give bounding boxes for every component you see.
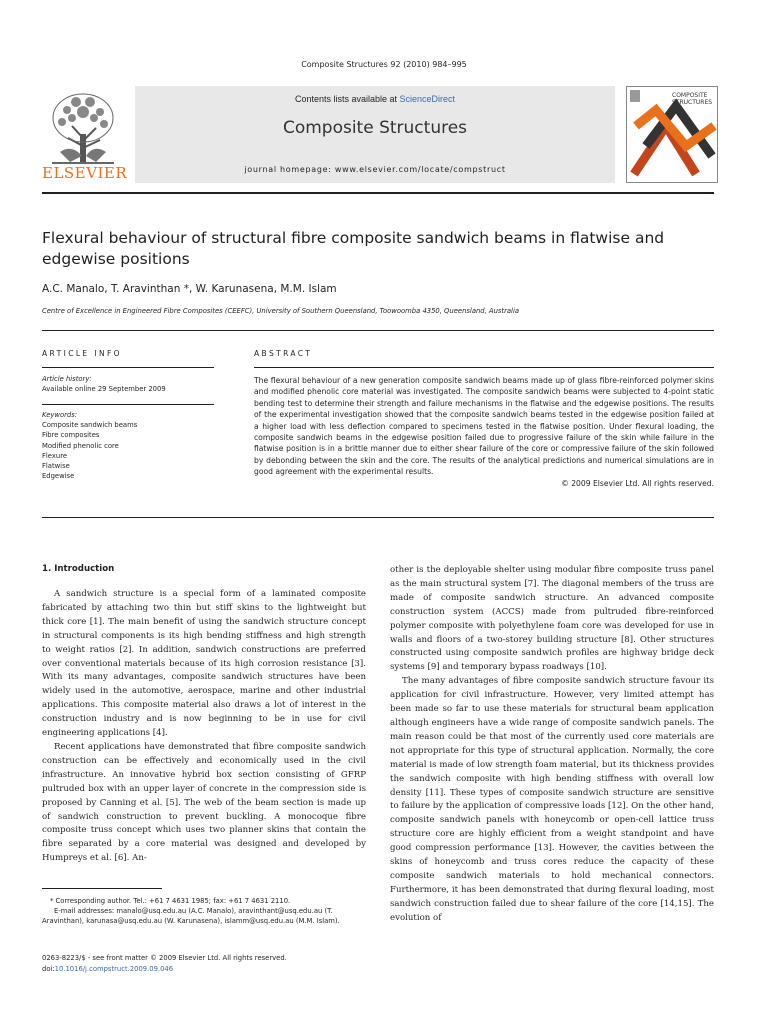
contents-prefix: Contents lists available at [294,94,400,104]
keyword-item: Edgewise [42,472,75,481]
section-heading-introduction: 1. Introduction [42,564,115,574]
article-info-heading: ARTICLE INFO [42,349,122,358]
keyword-item: Modified phenolic core [42,441,119,450]
front-matter [42,953,366,974]
footnote-rule [42,888,162,889]
keyword-item: Fibre composites [42,431,100,440]
contents-line [135,94,615,104]
right-column [390,564,714,926]
abstract-body [254,375,714,489]
keyword-item: Composite sandwich beams [42,421,138,430]
doi-line [42,964,366,975]
abstract-text: The flexural behaviour of a new generation composite sandwich beams made up of glass fibre-reinforced polymer skins and modified phenolic core material was investigated. The composite sandwich beams were subjected to 4-point static bending test to determine their strength and failure mechanisms in the flatwise and the edgewise positions. The results of the experimental investigation showed that the composite sandwich beams tested in the edgewise position failed at a higher load with less deflection compared to specimens tested in the flatwise position. Under flexural loading, the composite sandwich beams in the edgewise position failed due to progressive failure of the skin while failure in the flatwise position is in a brittle manner due to either shear failure of the core or compressive failure of the skin followed by debonding between the skin and the core. The results of the analytical predictions and numerical simulations are in good agreement with the experimental results. [254,376,714,477]
article-info-rule [42,367,214,368]
article-history [42,374,222,394]
elsevier-logo[interactable] [42,86,128,183]
keyword-item: Flatwise [42,462,70,471]
paragraph: Recent applications have demonstrated that fibre composite sandwich construction can be effectively and economically used in the civil infrastructure. An innovative hybrid box section consisting of GFRP pultruded box with an upper layer of concrete in the compression side is proposed by Canning et al. [5]. The web of the beam section is made up of sandwich construction to prevent buckling. A monocoque fibre composite truss concept which uses two planner skins that contain the fibre separated by a core material was designed and developed by Humpreys et al. [6]. An- [42,741,366,864]
keywords-block [42,410,222,481]
journal-cover[interactable] [626,86,718,183]
journal-name: Composite Structures [282,118,468,138]
header-rule [42,192,714,194]
journal-homepage[interactable]: journal homepage: www.elsevier.com/locate/compstruct [244,165,506,174]
paragraph: A sandwich structure is a special form of a laminated composite fabricated by attaching two thin but stiff skins to the lightweight but thick core [1]. The main benefit of using the sandwich structure concept in structural components is its high bending stiffness and high strength to weight ratios [2]. In addition, sandwich constructions are preferred over conventional materials because of its high corrosion resistance [3]. With its many advantages, composite sandwich structures have been widely used in the automotive, aerospace, marine and other industrial applications. This composite material also draws a lot of interest in the construction industry and is now beginning to be in use for civil engineering applications [4]. [42,589,366,739]
history-label: Article history: [42,375,92,383]
issn-line: 0263-8223/$ - see front matter © 2009 Elsevier Ltd. All rights reserved. [42,954,287,962]
history-value: Available online 29 September 2009 [42,385,166,394]
abstract-top-rule [254,367,714,368]
paragraph: other is the deployable shelter using modular fibre composite truss panel as the main structural system [7]. The diagonal members of the truss are made of composite sandwich structure. An advanced composite construction system (ACCS) made from pultruded fibre-reinforced polymer composite with polyethylene foam core was developed for use in walls and floors of a two-storey building structure [8]. Other structures constructed using composite sandwich profiles are highway bridge deck systems [9] and temporary bypass roadways [10]. [390,565,714,673]
keyword-item: Flexure [42,451,68,460]
cover-title-line2: STRUCTURES [672,99,713,106]
affiliation: Centre of Excellence in Engineered Fibre Composites (CEEFC), University of Southern Queensland, Toowoomba 4350, Queensland, Australia [42,307,519,315]
journal-citation: Composite Structures 92 (2010) 984–995 [301,60,467,69]
elsevier-wordmark: ELSEVIER [42,164,128,182]
keywords-label: Keywords: [42,411,78,419]
title-rule [42,330,714,331]
footnote [42,896,366,926]
abstract-heading: ABSTRACT [254,349,313,358]
author-list: A.C. Manalo, T. Aravinthan *, W. Karunasena, M.M. Islam [42,283,337,295]
right-column-text [390,564,714,926]
sciencedirect-link[interactable]: ScienceDirect [399,94,456,104]
abstract-copyright: © 2009 Elsevier Ltd. All rights reserved. [561,478,714,488]
doi-prefix: doi: [42,964,55,973]
cover-title-line1: COMPOSITE [672,92,708,99]
corresponding-author: * Corresponding author. Tel.: +61 7 4631 1985; fax: +61 7 4631 2110. [50,897,291,905]
history-rule [42,404,214,405]
left-column-text [42,588,366,866]
journal-banner [135,86,615,183]
left-column [42,564,366,866]
email-addresses: E-mail addresses: manalo@usq.edu.au (A.C. Manalo), aravinthant@usq.edu.au (T. Aravinthan), karunasa@usq.edu.au (W. Karunasena), islamm@usq.edu.au (M.M. Islam). [42,907,340,925]
paragraph: The many advantages of fibre composite sandwich structure favour its application for civil infrastructure. However, very limited attempt has been made so far to use these materials for structural beam application although engineers have a wide range of composite sandwich panels. The main reason could be that most of the currently used core materials are not appropriate for this type of structural application. Normally, the core material is made of low strength foam material, but its thickness provides the sandwich composite with high bending stiffness with overall low density [11]. These types of composite sandwich structure are sensitive to failure by the application of compressive loads [12]. On the other hand, composite sandwich panels with honeycomb or open-cell lattice truss structure core are highly efficient from a weight standpoint and have good compression performance [13]. However, the cavities between the skins of honeycomb and truss cores reduce the capacity of these composite sandwich materials to hold mechanical connectors. Furthermore, it has been demonstrated that during flexural loading, most sandwich construction failed due to shear failure of the core [14,15]. The evolution of [390,676,714,923]
doi-link[interactable]: 10.1016/j.compstruct.2009.09.046 [54,964,174,973]
abstract-bottom-rule [42,517,714,518]
article-title: Flexural behaviour of structural fibre composite sandwich beams in flatwise and edgewise positions [42,229,665,268]
